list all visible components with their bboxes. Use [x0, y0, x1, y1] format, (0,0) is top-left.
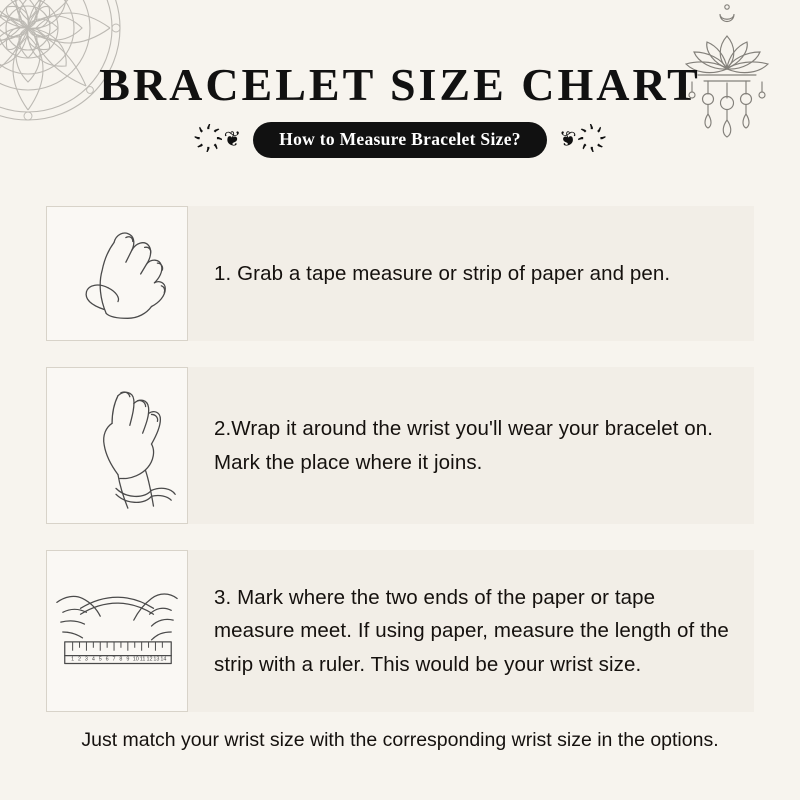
svg-text:2: 2 — [78, 656, 82, 663]
subtitle-badge: How to Measure Bracelet Size? — [253, 122, 547, 158]
step-text: 1. Grab a tape measure or strip of paper and pen. — [214, 261, 671, 285]
svg-text:1: 1 — [71, 656, 75, 663]
svg-text:8: 8 — [119, 656, 123, 663]
svg-text:6: 6 — [105, 656, 109, 663]
svg-text:11: 11 — [139, 656, 146, 663]
svg-text:7: 7 — [112, 656, 116, 663]
svg-text:9: 9 — [126, 656, 130, 663]
page-title: BRACELET SIZE CHART — [99, 59, 701, 110]
svg-text:14: 14 — [160, 656, 167, 663]
svg-text:4: 4 — [91, 656, 95, 663]
step-text: 2.Wrap it around the wrist you'll wear your bracelet on. Mark the place where it joins. — [214, 417, 714, 474]
flourish-left-icon: ҉❦ — [214, 126, 242, 151]
subtitle-row — [0, 122, 800, 158]
list-item — [46, 550, 754, 712]
steps-list — [46, 206, 754, 738]
ruler-measuring-strip-icon — [46, 550, 188, 712]
svg-text:5: 5 — [98, 656, 102, 663]
svg-text:10: 10 — [132, 656, 139, 663]
list-item — [46, 206, 754, 341]
hand-wrapped-tape-icon — [46, 367, 188, 524]
flourish-right-icon: ҉❦ — [558, 126, 586, 151]
list-item — [46, 367, 754, 524]
svg-text:13: 13 — [153, 656, 160, 663]
svg-text:3: 3 — [84, 656, 88, 663]
footer-note: Just match your wrist size with the corresponding wrist size in the options. — [81, 729, 719, 751]
step-text: 3. Mark where the two ends of the paper or tape measure meet. If using paper, measure the length of the strip with a ruler. This would be your wrist size. — [214, 586, 729, 676]
svg-text:12: 12 — [146, 656, 153, 663]
hand-with-tape-measure-icon — [46, 206, 188, 341]
